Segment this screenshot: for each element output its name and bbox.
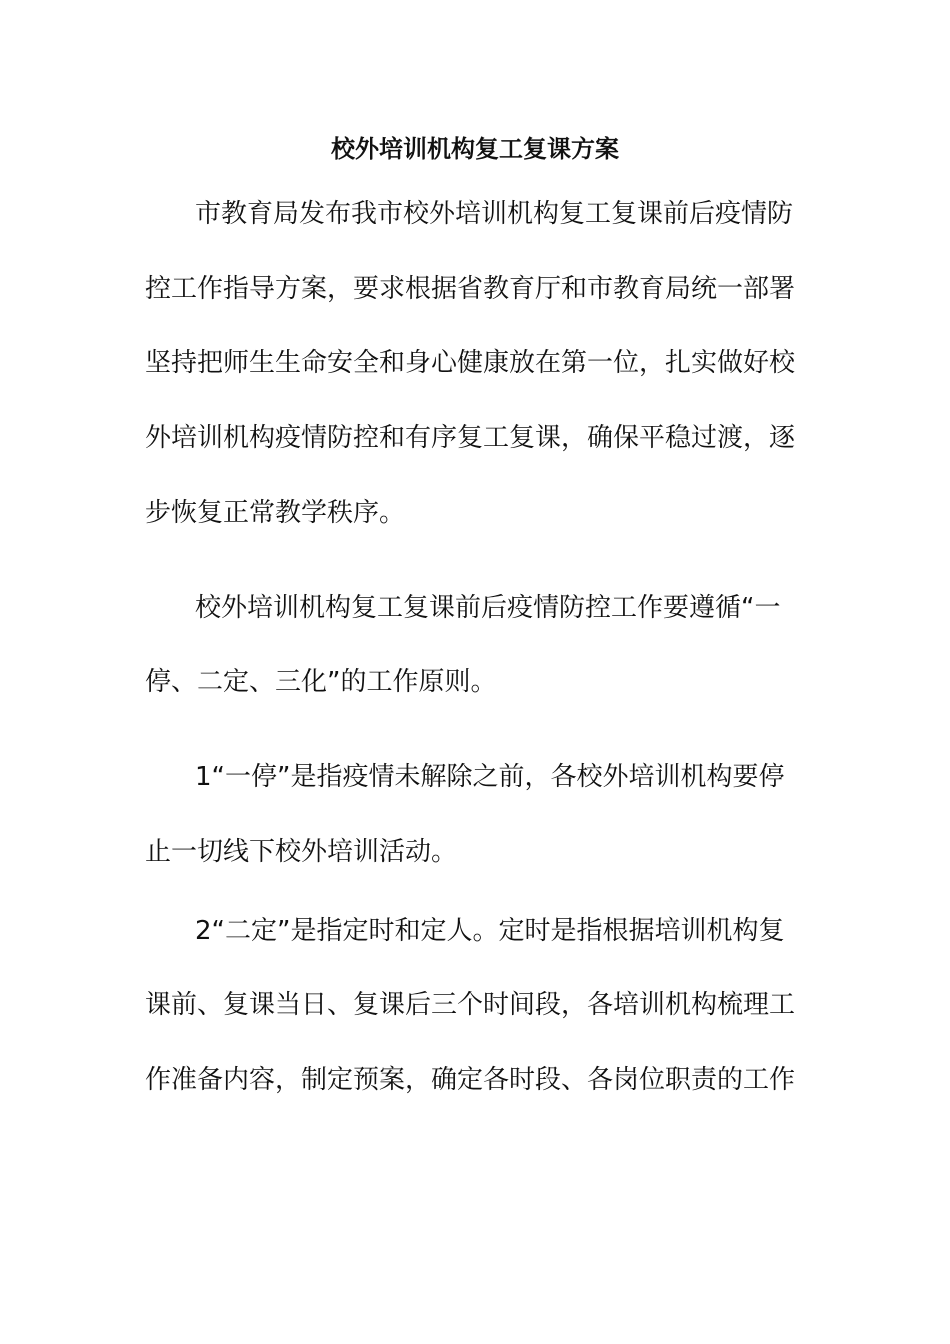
paragraph-3-line-1: 1“一停”是指疫情未解除之前，各校外培训机构要停	[195, 762, 785, 792]
paragraph-2-line-1: 校外培训机构复工复课前后疫情防控工作要遵循“一	[195, 593, 781, 623]
paragraph-4-line-2: 课前、复课当日、复课后三个时间段，各培训机构梳理工	[145, 990, 796, 1020]
paragraph-1-line-5: 步恢复正常教学秩序。	[145, 498, 406, 528]
paragraph-1-line-4: 外培训机构疫情防控和有序复工复课，确保平稳过渡，逐	[145, 423, 796, 453]
paragraph-1-line-3: 坚持把师生生命安全和身心健康放在第一位，扎实做好校	[145, 348, 796, 378]
document-title: 校外培训机构复工复课方案	[331, 134, 619, 163]
paragraph-4-line-1: 2“二定”是指定时和定人。定时是指根据培训机构复	[195, 916, 785, 946]
paragraph-1-line-1: 市教育局发布我市校外培训机构复工复课前后疫情防	[195, 199, 794, 229]
paragraph-4-line-3: 作准备内容，制定预案，确定各时段、各岗位职责的工作	[145, 1065, 796, 1095]
paragraph-1-line-2: 控工作指导方案，要求根据省教育厅和市教育局统一部署	[145, 274, 796, 304]
paragraph-3-line-2: 止一切线下校外培训活动。	[145, 837, 458, 867]
paragraph-2-line-2: 停、二定、三化”的工作原则。	[145, 667, 497, 697]
